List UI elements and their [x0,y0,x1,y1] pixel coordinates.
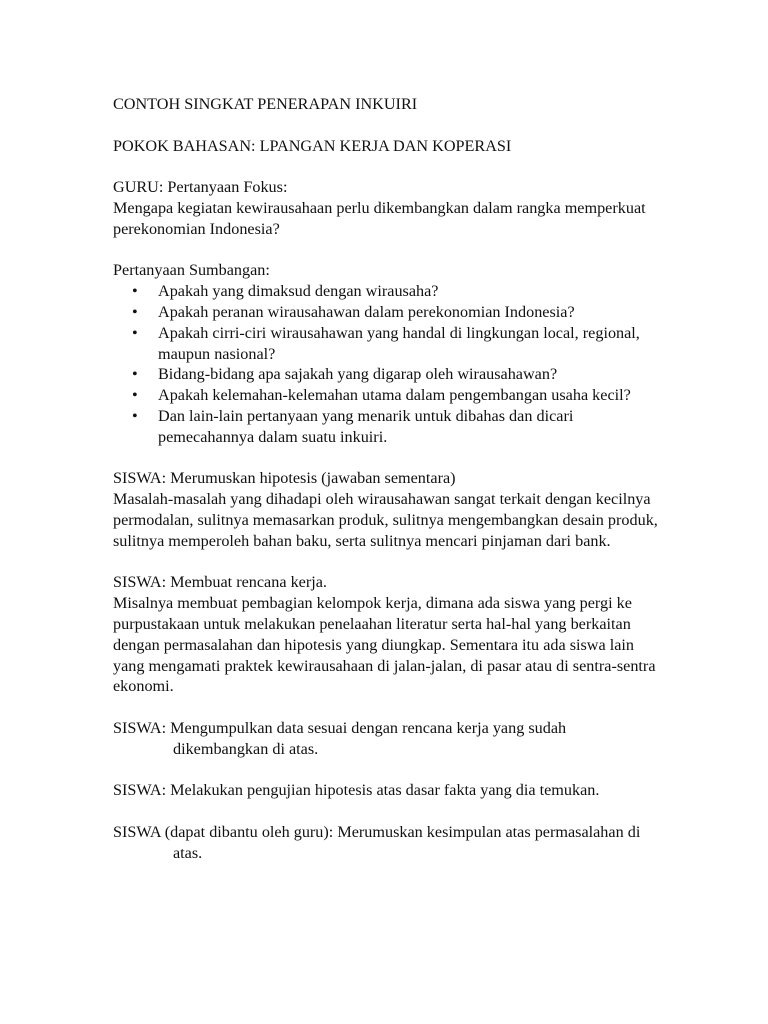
siswa-uji-paragraph: SISWA: Melakukan pengujian hipotesis atas dasar fakta yang dia temukan. [113,781,600,800]
siswa-hipotesis-heading: SISWA: Merumuskan hipotesis (jawaban sementara) [113,469,456,488]
list-item [113,364,658,385]
bullet-icon: • [132,282,138,301]
guru-heading: GURU: Pertanyaan Fokus: [113,178,288,197]
bullet-icon: • [132,386,138,405]
list-item [113,406,658,448]
bullet-icon: • [132,365,138,384]
sumbangan-heading: Pertanyaan Sumbangan: [113,261,270,280]
siswa-data-paragraph: SISWA: Mengumpulkan data sesuai dengan rencana kerja yang sudah dikembangkan di atas. [113,718,567,758]
list-item [113,281,658,302]
guru-focus-question: Mengapa kegiatan kewirausahaan perlu dikembangkan dalam rangka memperkuat perekonomian Indonesia? [113,198,646,238]
list-item-text: Bidang-bidang apa sajakah yang digarap oleh wirausahawan? [158,365,558,384]
bullet-icon: • [132,323,138,342]
list-item [113,385,658,406]
sumbangan-list [113,281,658,447]
siswa-simpulan-paragraph: SISWA (dapat dibantu oleh guru): Merumuskan kesimpulan atas permasalahan di atas. [113,822,641,862]
list-item [113,323,658,365]
siswa-hipotesis-body: Masalah-masalah yang dihadapi oleh wirausahawan sangat terkait dengan kecilnya permodalan, sulitnya memasarkan produk, sulitnya mengembangkan desain produk, sulitnya memperoleh bahan baku, serta sulitnya mencari pinjaman dari bank. [113,490,658,550]
document-page [113,94,658,863]
list-item-text: Dan lain-lain pertanyaan yang menarik untuk dibahas dan dicari pemecahannya dalam suatu inkuiri. [158,406,574,446]
document-title: CONTOH SINGKAT PENERAPAN INKUIRI [113,95,418,113]
list-item-text: Apakah cirri-ciri wirausahawan yang handal di lingkungan local, regional, maupun nasional? [158,323,640,363]
siswa-rencana-body: Misalnya membuat pembagian kelompok kerja, dimana ada siswa yang pergi ke purpustakaan untuk melakukan penelaahan literatur serta hal-hal yang berkaitan dengan permasalahan dan hipotesis yang diungkap. Sementara itu ada siswa lain yang mengamati praktek kewirausahaan di jalan-jalan, di pasar atau di sentra-sentra ekonomi. [113,594,656,696]
bullet-icon: • [132,302,138,321]
siswa-rencana-heading: SISWA: Membuat rencana kerja. [113,573,327,592]
topic-heading: POKOK BAHASAN: LPANGAN KERJA DAN KOPERASI [113,136,512,155]
list-item-text: Apakah yang dimaksud dengan wirausaha? [158,282,439,301]
list-item [113,302,658,323]
bullet-icon: • [132,406,138,425]
list-item-text: Apakah peranan wirausahawan dalam perekonomian Indonesia? [158,302,575,321]
list-item-text: Apakah kelemahan-kelemahan utama dalam pengembangan usaha kecil? [158,386,631,405]
